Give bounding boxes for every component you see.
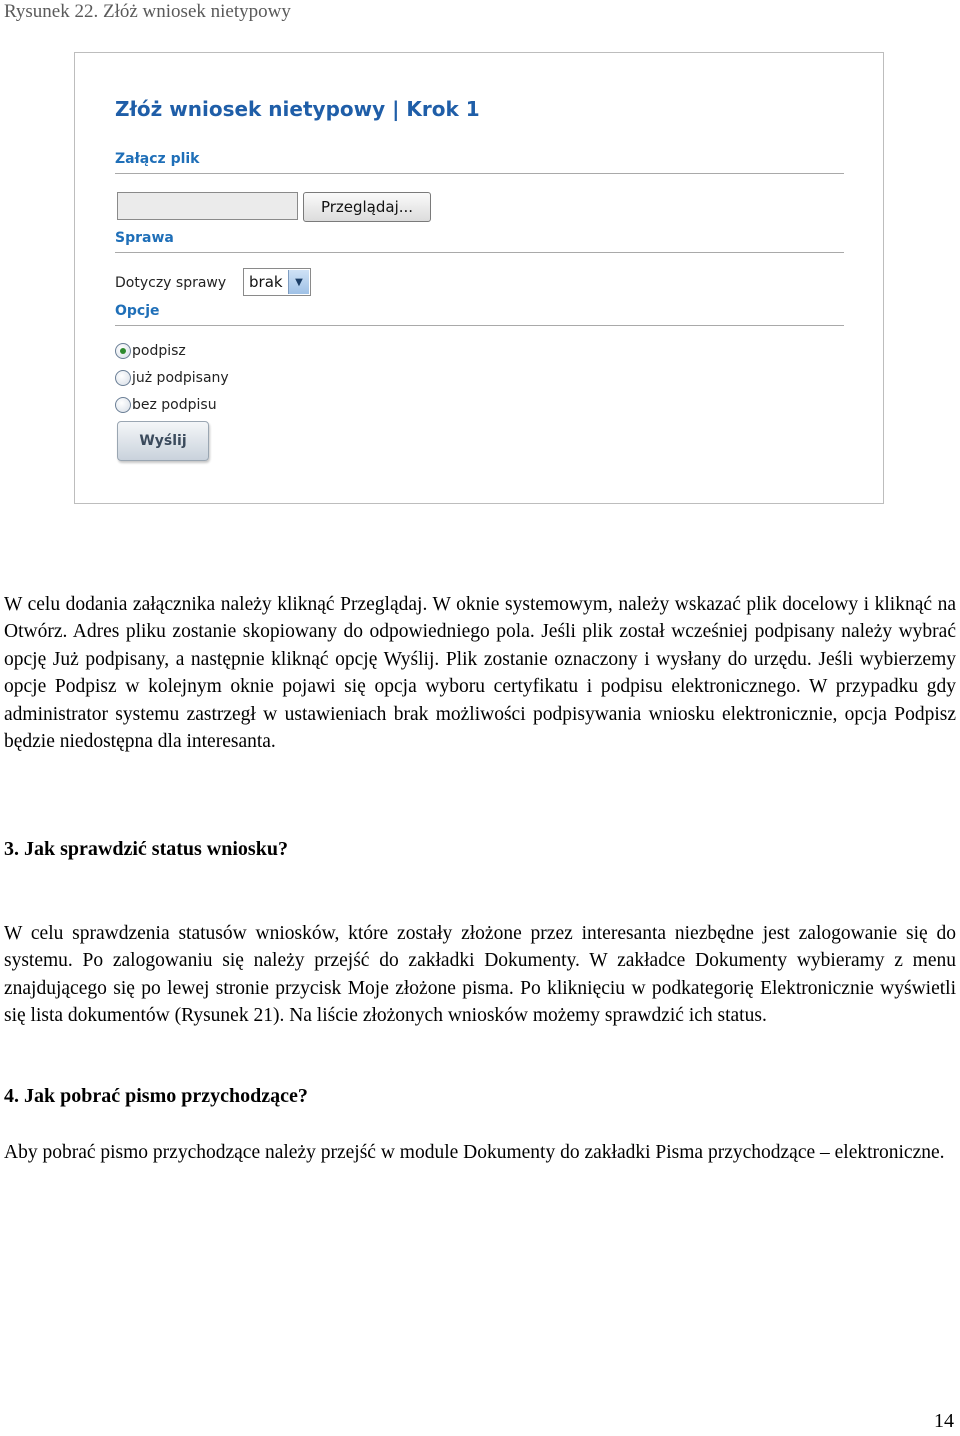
radio-icon[interactable] [115, 370, 131, 386]
section-options-label: Opcje [115, 303, 160, 319]
section-divider [115, 252, 844, 253]
section-attach-label: Załącz plik [115, 151, 200, 167]
section-attach-file [115, 151, 844, 167]
case-field-label: Dotyczy sprawy [115, 275, 227, 291]
section-divider [115, 325, 844, 326]
figure-caption: Rysunek 22. Złóż wniosek nietypowy [4, 1, 291, 22]
heading-download-letter: 4. Jak pobrać pismo przychodzące? [4, 1085, 308, 1107]
option-label: podpisz [132, 343, 186, 359]
paragraph-download-letter: Aby pobrać pismo przychodzące należy przejść w module Dokumenty do zakładki Pisma przychodzące – elektroniczne. [4, 1142, 945, 1163]
radio-icon[interactable] [115, 343, 131, 359]
form-title: Złóż wniosek nietypowy | Krok 1 [115, 97, 480, 121]
heading-check-status: 3. Jak sprawdzić status wniosku? [4, 838, 288, 860]
option-label: bez podpisu [132, 397, 217, 413]
radio-icon[interactable] [115, 397, 131, 413]
option-already-signed[interactable] [115, 370, 229, 386]
section-case [115, 230, 844, 246]
file-path-input[interactable] [117, 192, 298, 220]
option-label: już podpisany [132, 370, 229, 386]
section-divider [115, 173, 844, 174]
section-options [115, 303, 844, 319]
section-case-label: Sprawa [115, 230, 174, 246]
option-sign[interactable] [115, 343, 186, 359]
case-select[interactable] [243, 268, 311, 296]
page-number: 14 [934, 1410, 954, 1432]
send-button[interactable]: Wyślij [117, 421, 209, 461]
paragraph-attach-instructions: W celu dodania załącznika należy kliknąć Przeglądaj. W oknie systemowym, należy wskazać plik docelowy i kliknąć na Otwórz. Adres pliku zostanie skopiowany do odpowiedniego pola. Jeśli plik został wcześniej podpisany należy wybrać opcję Już podpisany, a następnie kliknąć opcję Wyślij. Plik zostanie oznaczony i wysłany do urzędu. Jeśli wybierzemy opcje Podpisz w kolejnym oknie pojawi się opcja wyboru certyfikatu i podpisu elektronicznego. W przypadku gdy administrator systemu zastrzegł w ustawieniach brak możliwości podpisywania wniosku elektronicznie, opcja Podpisz będzie niedostępna dla interesanta. [4, 594, 956, 753]
browse-button[interactable]: Przeglądaj... [303, 192, 431, 222]
chevron-down-icon[interactable]: ▼ [288, 270, 309, 294]
paragraph-check-status: W celu sprawdzenia statusów wniosków, które zostały złożone przez interesanta niezbędne jest zalogowanie się do systemu. Po zalogowaniu się należy przejść do zakładki Dokumenty. W zakładce Dokumenty wybieramy z menu znajdującego się po lewej stronie przycisk Moje złożone pisma. Po kliknięciu w podkategorię Elektronicznie wyświetli się lista dokumentów (Rysunek 21). Na liście złożonych wniosków możemy sprawdzić ich status. [4, 923, 956, 1027]
case-select-value: brak [249, 273, 283, 291]
option-no-signature[interactable] [115, 397, 217, 413]
form-screenshot [74, 52, 884, 504]
